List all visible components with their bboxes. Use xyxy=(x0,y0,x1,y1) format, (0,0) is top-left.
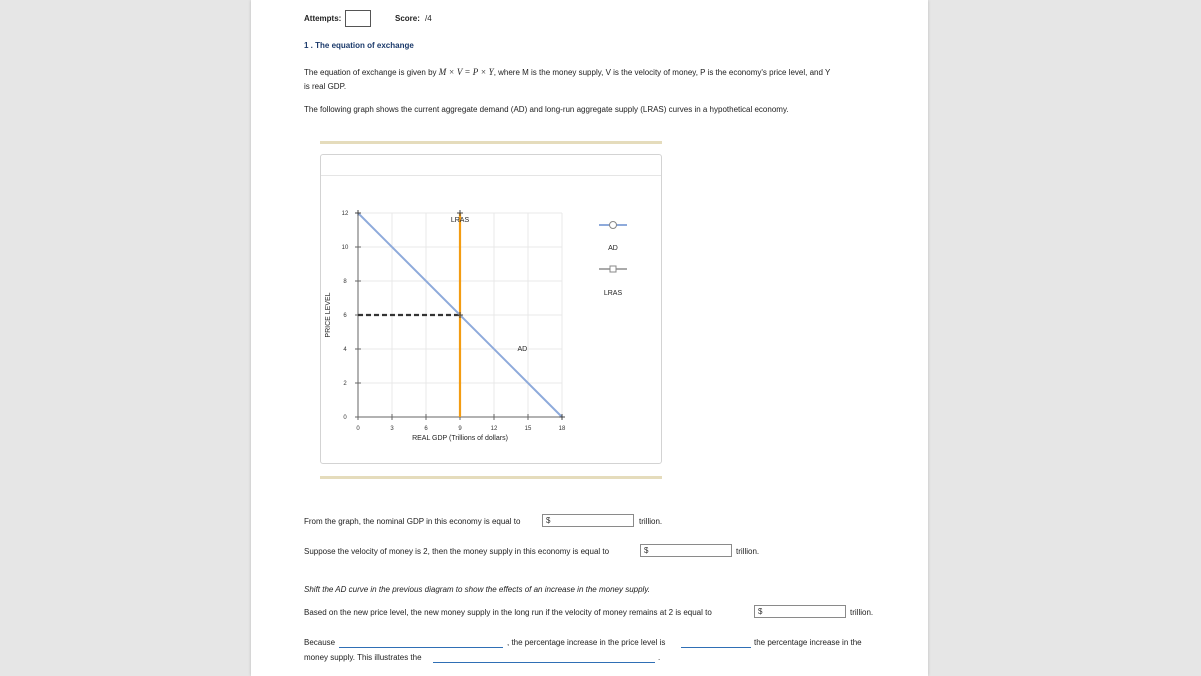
q4-because: Because xyxy=(304,638,336,647)
q4-line2: money supply. This illustrates the xyxy=(304,653,422,662)
comparison-dropdown[interactable] xyxy=(681,647,751,648)
equation: M × V = P × Y xyxy=(438,67,494,77)
intro-line-2: is real GDP. xyxy=(304,82,347,91)
x-tick-label-12: 12 xyxy=(490,426,498,432)
assignment-page xyxy=(251,0,928,676)
lras-curve-label: LRAS xyxy=(450,217,470,224)
q2-suffix: trillion. xyxy=(736,547,760,556)
illustrates-dropdown[interactable] xyxy=(433,662,655,663)
score-value: /4 xyxy=(425,14,432,23)
legend-lras-marker xyxy=(610,266,616,272)
legend-ad-label: AD xyxy=(608,245,618,252)
q1-prefix: From the graph, the nominal GDP in this economy is equal to xyxy=(304,517,521,526)
x-axis-title: REAL GDP (Trillions of dollars) xyxy=(412,435,508,442)
question-title: 1 . The equation of exchange xyxy=(304,41,414,50)
x-tick-label-3: 3 xyxy=(390,426,394,432)
q4-period: . xyxy=(658,653,661,662)
x-tick-label-0: 0 xyxy=(356,426,360,432)
new-money-supply-input[interactable]: $ xyxy=(754,605,846,618)
x-tick-label-6: 6 xyxy=(424,426,428,432)
y-tick-label-6: 6 xyxy=(343,313,347,319)
legend-ad-marker xyxy=(610,222,617,229)
money-supply-input[interactable]: $ xyxy=(640,544,732,557)
because-dropdown[interactable] xyxy=(339,647,503,648)
y-tick-label-8: 8 xyxy=(343,279,347,285)
shift-instruction: Shift the AD curve in the previous diagram to show the effects of an increase in the money supply. xyxy=(304,585,650,594)
chart-axes xyxy=(342,211,566,432)
y-axis-title: PRICE LEVEL xyxy=(325,292,332,338)
x-tick-label-18: 18 xyxy=(558,426,566,432)
q4-tail: the percentage increase in the xyxy=(754,638,862,647)
y-tick-label-10: 10 xyxy=(341,245,349,251)
chart-legend[interactable] xyxy=(599,222,627,298)
y-tick-label-0: 0 xyxy=(343,415,347,421)
q3-suffix: trillion. xyxy=(850,608,874,617)
graph-chart[interactable] xyxy=(251,0,928,676)
x-tick-label-15: 15 xyxy=(524,426,532,432)
lras-top-handle xyxy=(457,210,463,216)
y-tick-label-12: 12 xyxy=(341,211,349,217)
intro-prefix: The equation of exchange is given by xyxy=(304,68,437,77)
q4-middle: , the percentage increase in the price level is xyxy=(507,638,666,647)
y-tick-label-2: 2 xyxy=(343,381,347,387)
q1-suffix: trillion. xyxy=(639,517,663,526)
attempts-label: Attempts: xyxy=(304,14,342,23)
score-label: Score: xyxy=(395,14,420,23)
y-tick-label-4: 4 xyxy=(343,347,347,353)
nominal-gdp-input[interactable]: $ xyxy=(542,514,634,527)
q2-prefix: Suppose the velocity of money is 2, then the money supply in this economy is equal to xyxy=(304,547,610,556)
ad-curve-label: AD xyxy=(517,346,528,353)
graph-intro: The following graph shows the current aggregate demand (AD) and long-run aggregate supply (LRAS) curves in a hypothetical economy. xyxy=(304,105,789,114)
intro-suffix: , where M is the money supply, V is the velocity of money, P is the economy's price level, and Y xyxy=(493,68,831,77)
x-tick-label-9: 9 xyxy=(458,426,462,432)
q3-prefix: Based on the new price level, the new money supply in the long run if the velocity of money remains at 2 is equal to xyxy=(304,608,712,617)
legend-lras-label: LRAS xyxy=(603,290,623,297)
